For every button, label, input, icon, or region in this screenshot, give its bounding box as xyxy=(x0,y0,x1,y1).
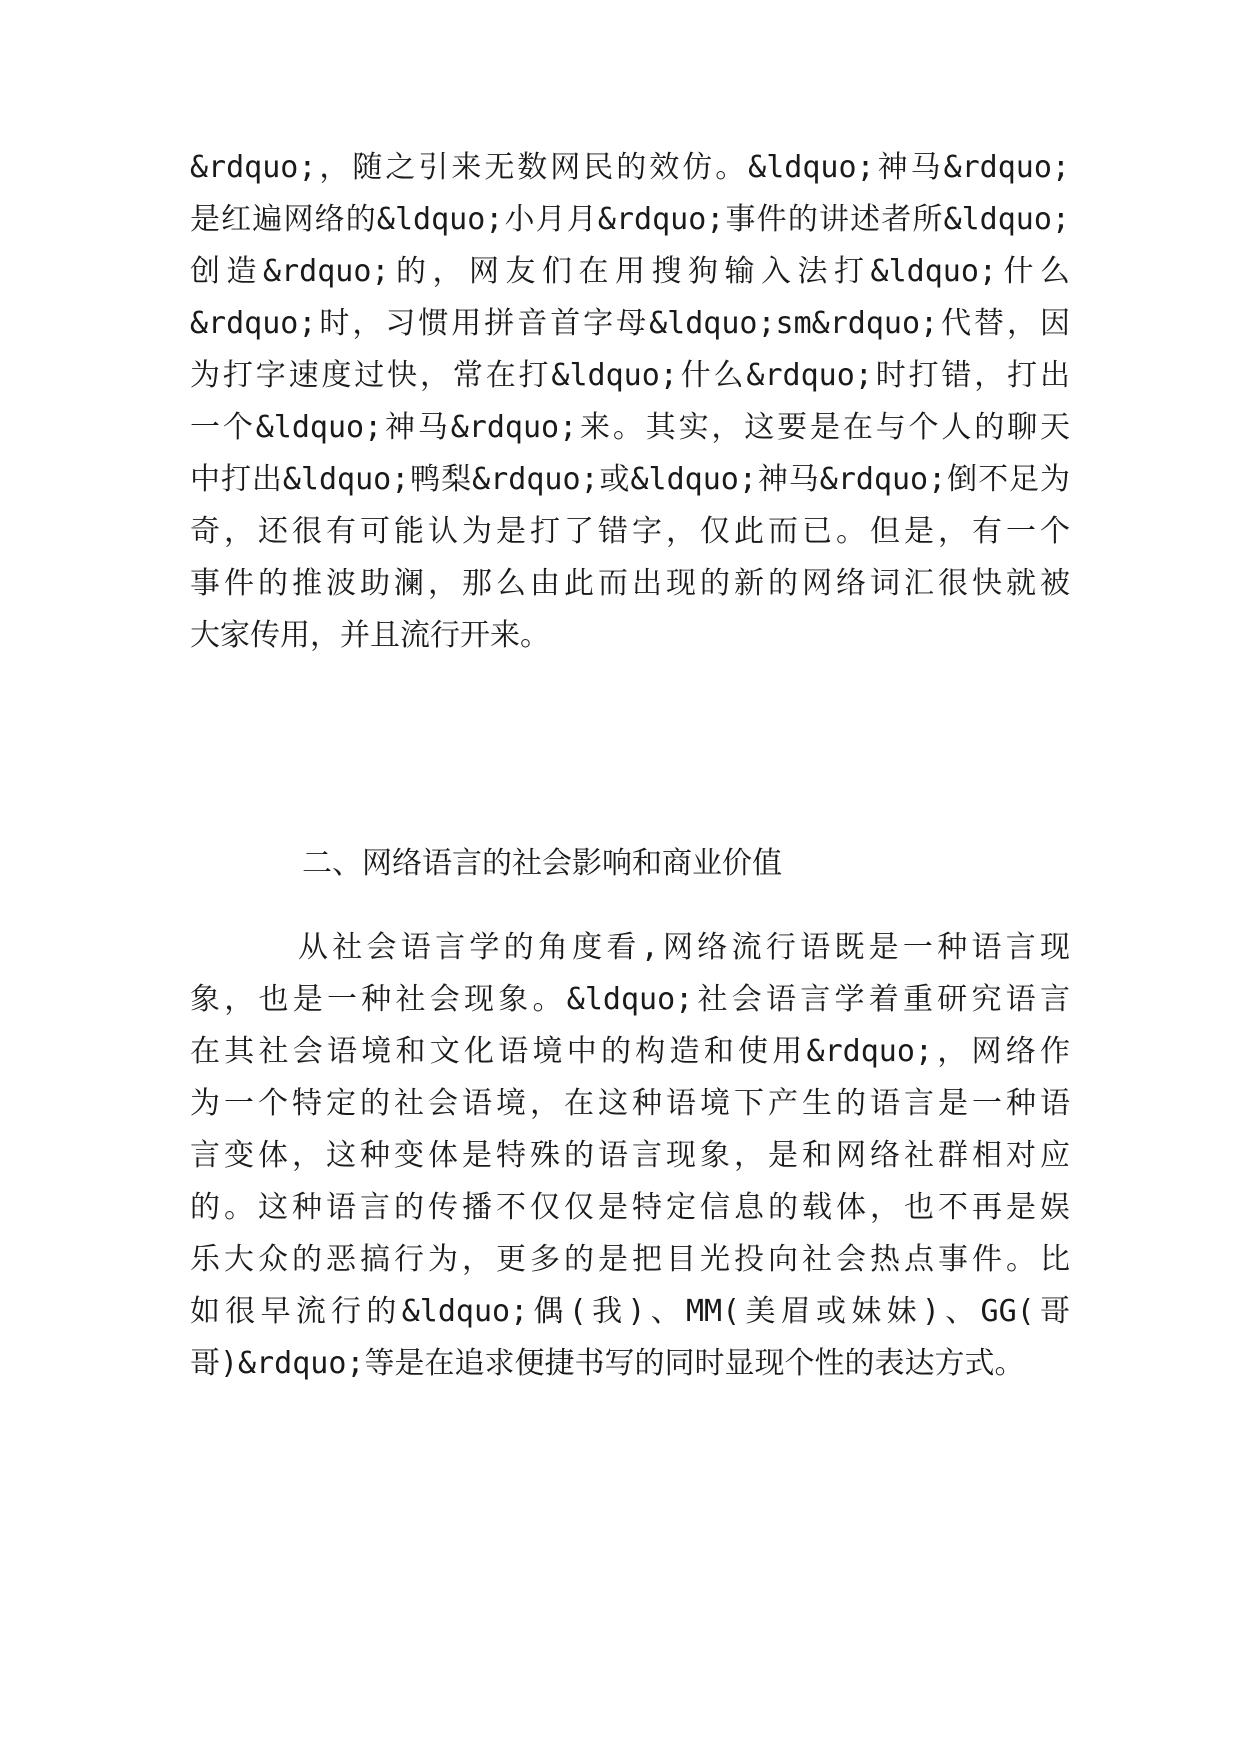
paragraph-line: 从社会语言学的角度看,网络流行语既是一种语言现 xyxy=(298,930,1070,965)
paragraph-line: 言变体，这种变体是特殊的语言现象，是和网络社群相对应 xyxy=(190,1138,1070,1173)
paragraph-line: 乐大众的恶搞行为，更多的是把目光投向社会热点事件。比 xyxy=(190,1242,1070,1277)
paragraph-line: &rdquo;时，习惯用拼音首字母&ldquo;sm&rdquo;代替，因 xyxy=(190,306,1070,341)
paragraph-line: 事件的推波助澜，那么由此而出现的新的网络词汇很快就被 xyxy=(190,566,1070,601)
paragraph-line: 象，也是一种社会现象。&ldquo;社会语言学着重研究语言 xyxy=(190,982,1070,1017)
paragraph-line: 的。这种语言的传播不仅仅是特定信息的载体，也不再是娱 xyxy=(190,1190,1070,1225)
paragraph-line: 为一个特定的社会语境，在这种语境下产生的语言是一种语 xyxy=(190,1086,1070,1121)
paragraph-line: 如很早流行的&ldquo;偶(我)、MM(美眉或妹妹)、GG(哥 xyxy=(190,1294,1070,1329)
paragraph-line: 一个&ldquo;神马&rdquo;来。其实，这要是在与个人的聊天 xyxy=(190,410,1070,445)
paragraph-line: 奇，还很有可能认为是打了错字，仅此而已。但是，有一个 xyxy=(190,514,1070,549)
paragraph-line: 中打出&ldquo;鸭梨&rdquo;或&ldquo;神马&rdquo;倒不足为 xyxy=(190,462,1070,497)
paragraph-line: 哥)&rdquo;等是在追求便捷书写的同时显现个性的表达方式。 xyxy=(190,1346,1025,1381)
paragraph-line: 创造&rdquo;的，网友们在用搜狗输入法打&ldquo;什么 xyxy=(190,254,1070,289)
paragraph-line: &rdquo;，随之引来无数网民的效仿。&ldquo;神马&rdquo; xyxy=(190,150,1070,185)
paragraph-line: 为打字速度过快，常在打&ldquo;什么&rdquo;时打错，打出 xyxy=(190,358,1070,393)
section-heading: 二、网络语言的社会影响和商业价值 xyxy=(302,846,782,881)
paragraph-line: 大家传用，并且流行开来。 xyxy=(190,618,550,653)
paragraph-line: 是红遍网络的&ldquo;小月月&rdquo;事件的讲述者所&ldquo; xyxy=(190,202,1070,237)
paragraph-line: 在其社会语境和文化语境中的构造和使用&rdquo;，网络作 xyxy=(190,1034,1070,1069)
